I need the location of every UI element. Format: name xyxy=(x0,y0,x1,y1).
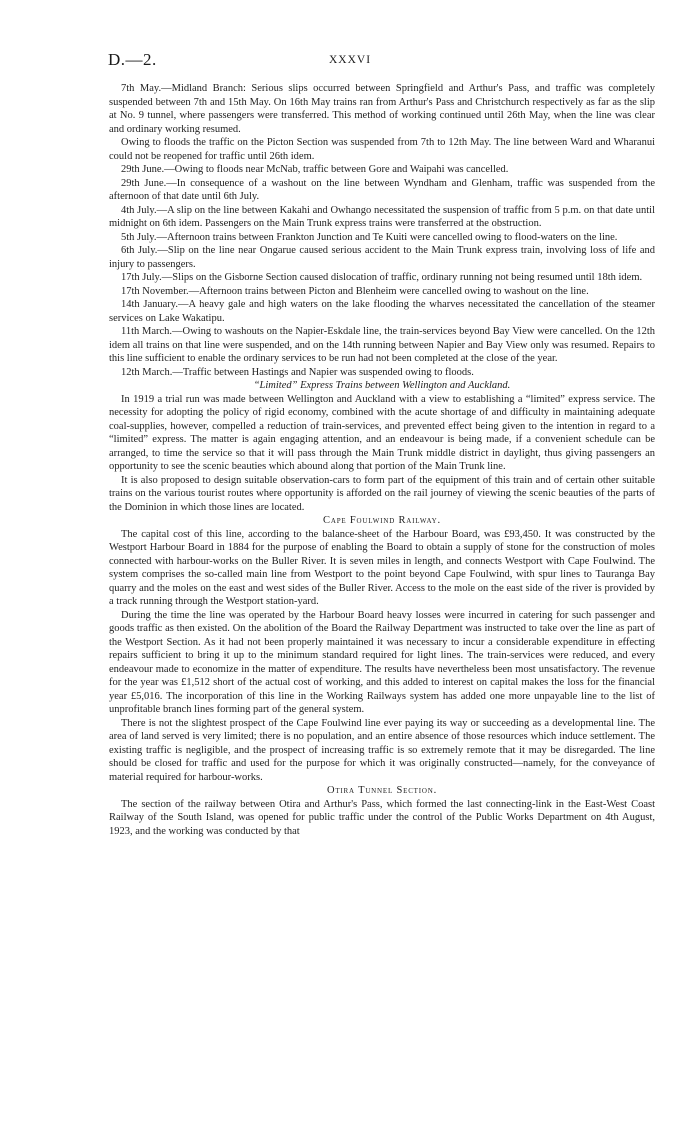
paragraph-ongarue: 6th July.—Slip on the line near Ongarue caused serious accident to the Main Trunk express train, involving loss of life and injury to passengers. xyxy=(109,245,655,270)
paragraph-gisborne: 17th July.—Slips on the Gisborne Section caused dislocation of traffic, ordinary running not being resumed until 18th idem. xyxy=(121,272,643,283)
paragraph-otira-opening: The section of the railway between Otira and Arthur's Pass, which formed the last connecting-link in the East-West Coast Railway of the South Island, was opened for public traffic under the control of the Public Works Department on 4th August, 1923, and the working was conducted by that xyxy=(109,798,655,837)
paragraph-slips-midland: 7th May.—Midland Branch: Serious slips occurred between Springfield and Arthur's Pass, and traffic was completely suspended between 7th and 15th May. On 16th May trains ran from Arthur's Pass and Christchurch respectively as far as the slip at No. 9 tunnel, where passengers were transferred. This method of working continued until 26th May, when the line was clear and ordinary working resumed. xyxy=(109,83,655,135)
paragraph-napier-eskdale: 11th March.—Owing to washouts on the Napier-Eskdale line, the train-services beyond Bay View were cancelled. On the 12th idem all trains on that line were suspended, and on the 14th running between Napier and Bay View only was resumed. Repairs to this line sufficient to enable the ordinary services to be run had not been completed at the close of the year. xyxy=(109,326,655,364)
paragraph-hastings: 12th March.—Traffic between Hastings and Napier was suspended owing to floods. xyxy=(121,366,474,378)
paragraph-floods-picton: Owing to floods the traffic on the Picton Section was suspended from 7th to 12th May. The line between Ward and Wharanui could not be reopened for traffic until 26th idem. xyxy=(109,137,655,162)
paragraph-limited-trial: In 1919 a trial run was made between Wellington and Auckland with a view to establishing a “limited” express service. The necessity for adopting the policy of rigid economy, combined with the acute shortage of and difficulty in maintaining adequate coal-supplies, however, compelled a reduction of train-services, and prevented effect being given to the intention in regard to a “limited” express. The matter is again engaging attention, and an endeavour is being made, if a convenient schedule can be arranged, to time the service so that it will pass through the Main Trunk middle district in daylight, thus giving passengers an opportunity to see the scenic beauties which abound along that portion of the Main Trunk line. xyxy=(109,393,655,472)
paragraph-cape-prospect: There is not the slightest prospect of the Cape Foulwind line ever paying its way or succeeding as a developmental line. The area of land served is very limited; there is no population, and an entire absence of those resources which induce settlement. The existing traffic is negligible, and the prospect of increasing traffic is so extremely remote that it may be disregarded. The line should be closed for traffic and used for the purpose for which it was originally constructed—namely, for the conveyance of material required for harbour-works. xyxy=(109,717,655,783)
paragraph-mcnab: 29th June.—Owing to floods near McNab, traffic between Gore and Waipahi was cancelled. xyxy=(121,164,509,175)
section-heading-limited-express: “Limited” Express Trains between Wellington and Auckland. xyxy=(253,380,511,391)
paragraph-cape-capital-cost: The capital cost of this line, according to the balance-sheet of the Harbour Board, was £93,450. It was constructed by the Westport Harbour Board in 1884 for the purpose of enabling the Board to obtain a supply of stone for the construction of moles connected with harbour-works on the Buller River. It is seven miles in length, and connects Westport with Cape Foulwind. The system comprises the so-called main line from Westport to the point beyond Cape Foulwind, with spur lines to Tauranga Bay quarry and the moles on the east and west sides of the Buller River. Access to the mole on the east side of the river is provided by a track running through the Westport station-yard. xyxy=(109,528,655,607)
paragraph-cape-operation: During the time the line was operated by the Harbour Board heavy losses were incurred in catering for such passenger and goods traffic as then existed. On the abolition of the Board the Railway Department was instructed to take over the line as part of the Westport Section. As it had not been properly maintained it was necessary to incur a considerable expenditure in effecting repairs sufficient to bring it up to the minimum standard required for light lines. The train-services were reduced, and every endeavour made to economize in the matter of expenditure. The results have nevertheless been most unsatisfactory. The revenue for the year was £1,512 short of the actual cost of working, and this added to interest on capital makes the loss for the financial year £5,016. The incorporation of this line in the Working Railways system has added one more unpayable line to the list of unprofitable branch lines forming part of the general system. xyxy=(109,609,655,715)
paragraph-kakahi: 4th July.—A slip on the line between Kakahi and Owhango necessitated the suspension of traffic from 5 p.m. on that date until midnight on 6th idem. Passengers on the Main Trunk express trains were transferred at the obstruction. xyxy=(109,204,655,229)
body-text xyxy=(109,82,655,838)
section-heading-otira-tunnel: Otira Tunnel Section. xyxy=(326,785,438,796)
page-number: XXXVI xyxy=(328,54,372,66)
paper-reference: D.—2. xyxy=(108,50,157,69)
paragraph-observation-cars: It is also proposed to design suitable observation-cars to form part of the equipment of this train and of certain other suitable trains on the various tourist routes where opportunity is afforded on the rail journey of viewing the scenic beauties of the parts of the Dominion in which those lines are located. xyxy=(109,474,655,513)
paragraph-wakatipu: 14th January.—A heavy gale and high waters on the lake flooding the wharves necessitated the cancellation of the steamer services on Lake Wakatipu. xyxy=(109,299,655,324)
paragraph-picton-blenheim: 17th November.—Afternoon trains between Picton and Blenheim were cancelled owing to washout on the line. xyxy=(121,285,589,297)
paragraph-wyndham: 29th June.—In consequence of a washout on the line between Wyndham and Glenham, traffic was suspended from the afternoon of that date until 6th July. xyxy=(109,177,655,202)
paragraph-frankton: 5th July.—Afternoon trains between Frankton Junction and Te Kuiti were cancelled owing to flood-waters on the line. xyxy=(121,231,618,243)
section-heading-cape-foulwind: Cape Foulwind Railway. xyxy=(323,515,441,526)
